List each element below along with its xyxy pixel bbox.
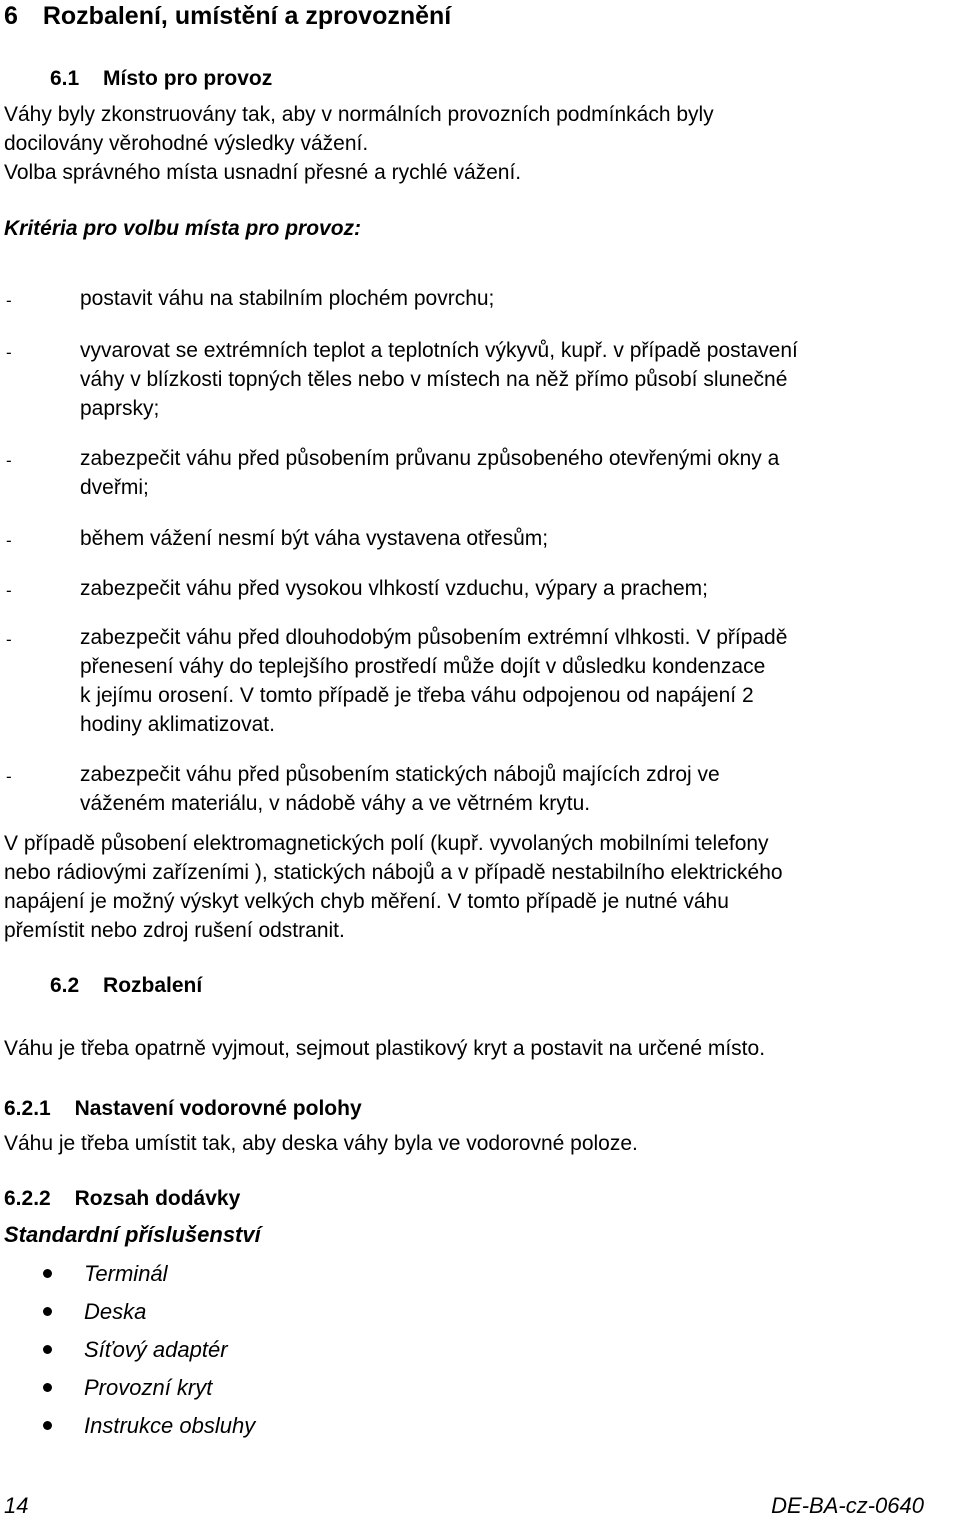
accessories-title: Standardní příslušenství bbox=[4, 1222, 261, 1247]
criteria-line: k jejímu orosení. V tomto případě je třeba váhu odpojenou od napájení 2 bbox=[80, 684, 754, 707]
accessory-item: Deska bbox=[84, 1299, 147, 1324]
em-line: nebo rádiovými zařízeními ), statických nábojů a v případě nestabilního elektrického bbox=[4, 861, 783, 884]
em-line: napájení je možný výskyt velkých chyb měření. V tomto případě je nutné váhu bbox=[4, 890, 729, 913]
dash-marker: - bbox=[6, 531, 12, 550]
em-line: V případě působení elektromagnetických polí (kupř. vyvolaných mobilními telefony bbox=[4, 832, 769, 855]
criteria-line: vyvarovat se extrémních teplot a teplotních výkyvů, kupř. v případě postavení bbox=[80, 339, 798, 362]
criteria-item bbox=[80, 524, 548, 553]
criteria-line: během vážení nesmí být váha vystavena otřesům; bbox=[80, 527, 549, 550]
accessory-item: Terminál bbox=[84, 1261, 168, 1286]
criteria-item bbox=[80, 444, 779, 502]
criteria-line: paprsky; bbox=[80, 397, 160, 420]
section-6-2-number: 6.2 bbox=[50, 974, 80, 997]
intro-line: Váhy byly zkonstruovány tak, aby v normálních provozních podmínkách byly bbox=[4, 103, 714, 126]
criteria-item bbox=[80, 760, 720, 818]
chapter-number: 6 bbox=[4, 2, 18, 30]
accessory-item: Instrukce obsluhy bbox=[84, 1413, 256, 1438]
section-6-2-2-heading bbox=[4, 1184, 240, 1213]
criteria-line: váhy v blízkosti topných těles nebo v místech na něž přímo působí slunečné bbox=[80, 368, 788, 391]
criteria-line: přenesení váhy do teplejšího prostředí může dojít v důsledku kondenzace bbox=[80, 655, 766, 678]
section-6-1-heading bbox=[50, 64, 272, 93]
footer-doc-code: DE-BA-cz-0640 bbox=[771, 1493, 924, 1518]
criteria-line: zabezpečit váhu před působením statických nábojů majících zdroj ve bbox=[80, 763, 720, 786]
dash-marker: - bbox=[6, 581, 12, 600]
dash-marker: - bbox=[6, 451, 12, 470]
bullet-icon bbox=[43, 1383, 52, 1392]
accessory-item: Síťový adaptér bbox=[84, 1337, 228, 1362]
section-6-2-heading bbox=[50, 971, 202, 1000]
section-6-1-number: 6.1 bbox=[50, 67, 80, 90]
section-6-2-1-title: Nastavení vodorovné polohy bbox=[74, 1097, 362, 1120]
em-line: přemístit nebo zdroj rušení odstranit. bbox=[4, 919, 345, 942]
section-6-2-1-number: 6.2.1 bbox=[4, 1097, 51, 1120]
section-6-2-2-number: 6.2.2 bbox=[4, 1187, 51, 1210]
bullet-icon bbox=[43, 1269, 52, 1278]
bullet-icon bbox=[43, 1421, 52, 1430]
section-6-2-title: Rozbalení bbox=[103, 974, 203, 997]
bullet-icon bbox=[43, 1345, 52, 1354]
criteria-item bbox=[80, 574, 708, 603]
criteria-line: postavit váhu na stabilním plochém povrchu; bbox=[80, 287, 495, 310]
criteria-item bbox=[80, 623, 787, 739]
footer-page-number: 14 bbox=[4, 1493, 29, 1518]
chapter-title: Rozbalení, umístění a zprovoznění bbox=[42, 2, 452, 30]
em-paragraph bbox=[4, 829, 783, 945]
criteria-title: Kritéria pro volbu místa pro provoz: bbox=[4, 217, 362, 240]
dash-marker: - bbox=[6, 343, 12, 362]
criteria-line: dveřmi; bbox=[80, 476, 149, 499]
section-6-2-2-title: Rozsah dodávky bbox=[74, 1187, 241, 1210]
intro-line: docilovány věrohodné výsledky vážení. bbox=[4, 132, 369, 155]
section-6-2-1-text: Váhu je třeba umístit tak, aby deska váhy byla ve vodorovné poloze. bbox=[4, 1132, 638, 1155]
chapter-heading bbox=[4, 1, 451, 31]
criteria-line: zabezpečit váhu před působením průvanu způsobeného otevřenými okny a bbox=[80, 447, 780, 470]
criteria-item bbox=[80, 336, 798, 423]
criteria-line: zabezpečit váhu před vysokou vlhkostí vzduchu, výpary a prachem; bbox=[80, 577, 708, 600]
accessory-item: Provozní kryt bbox=[84, 1375, 213, 1400]
section-6-1-intro bbox=[4, 100, 714, 187]
dash-marker: - bbox=[6, 630, 12, 649]
section-6-2-1-heading bbox=[4, 1094, 362, 1123]
bullet-icon bbox=[43, 1307, 52, 1316]
criteria-line: váženém materiálu, v nádobě váhy a ve větrném krytu. bbox=[80, 792, 591, 815]
section-6-2-text: Váhu je třeba opatrně vyjmout, sejmout plastikový kryt a postavit na určené místo. bbox=[4, 1037, 766, 1060]
section-6-1-title: Místo pro provoz bbox=[103, 67, 273, 90]
dash-marker: - bbox=[6, 767, 12, 786]
dash-marker: - bbox=[6, 291, 12, 310]
criteria-line: zabezpečit váhu před dlouhodobým působením extrémní vlhkosti. V případě bbox=[80, 626, 788, 649]
criteria-item bbox=[80, 284, 494, 313]
intro-line: Volba správného místa usnadní přesné a rychlé vážení. bbox=[4, 161, 522, 184]
criteria-line: hodiny aklimatizovat. bbox=[80, 713, 275, 736]
